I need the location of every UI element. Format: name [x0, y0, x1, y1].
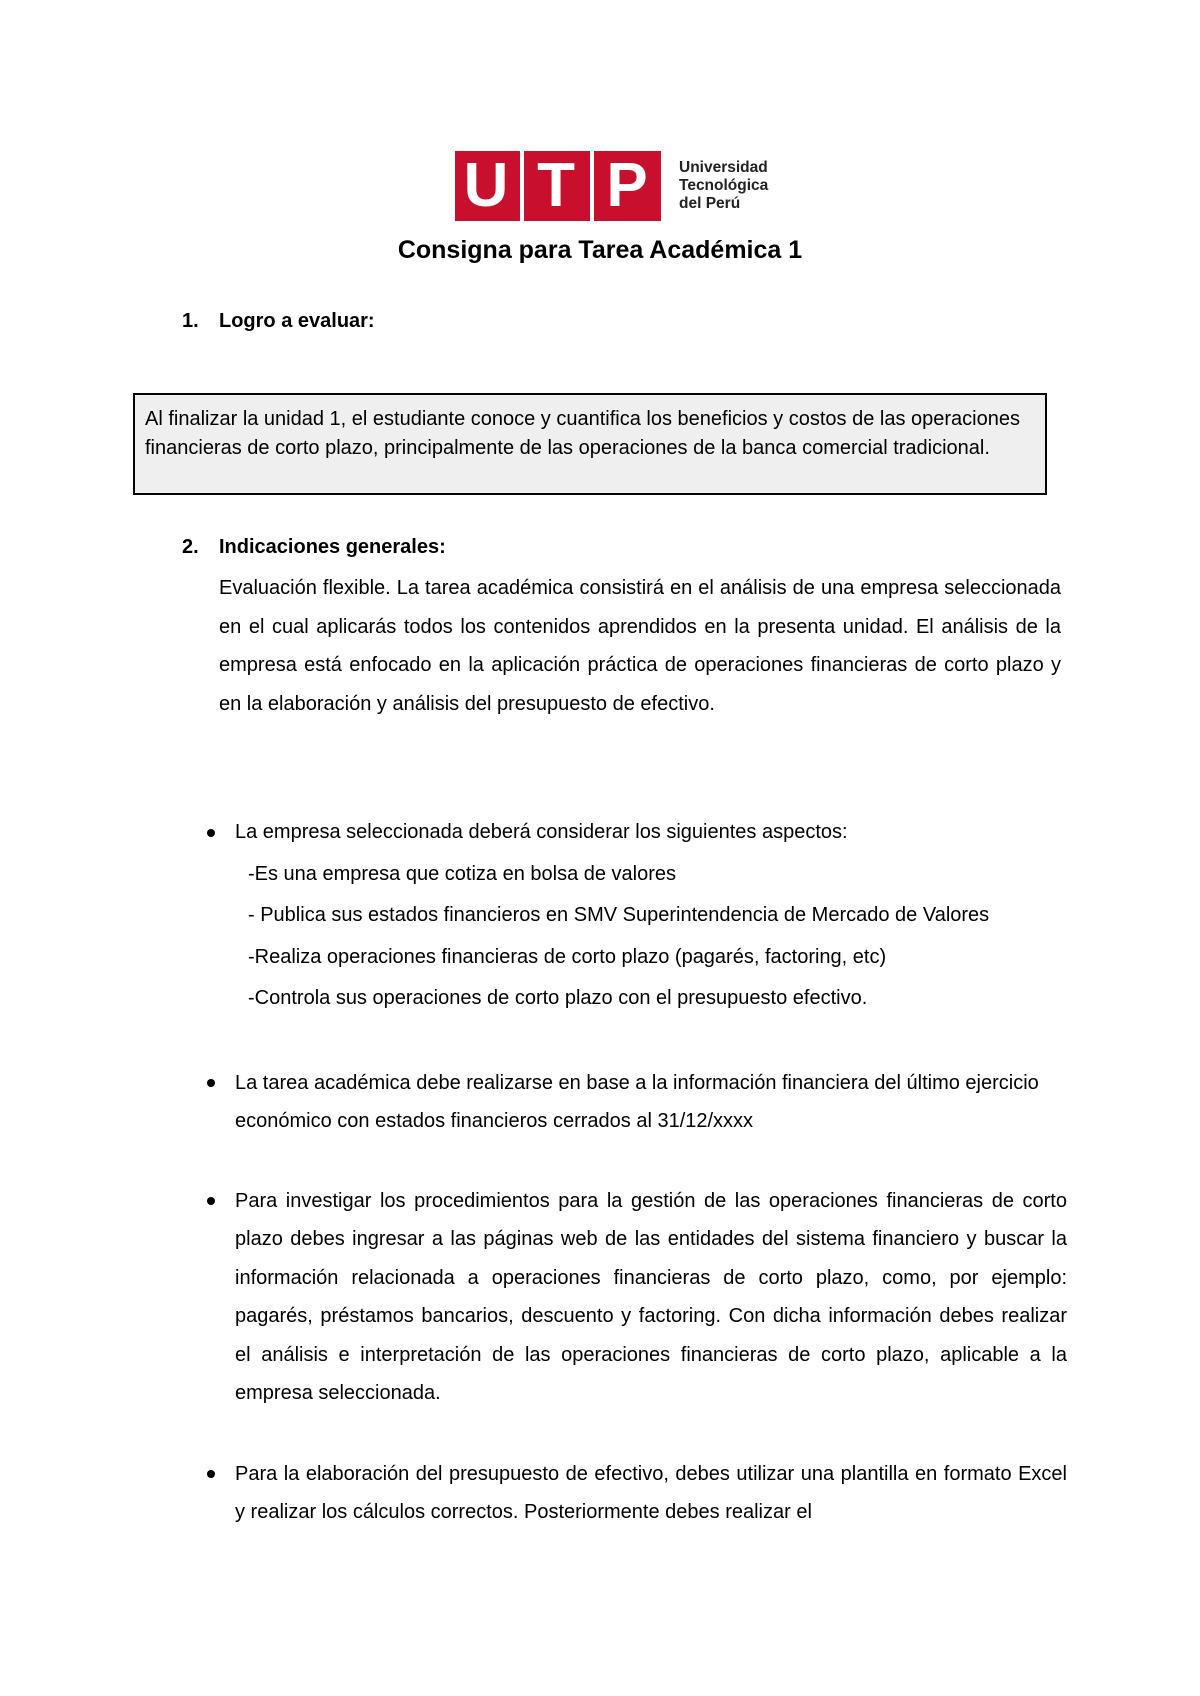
logo-university-name — [679, 159, 768, 213]
bullet-item — [207, 1064, 1067, 1140]
bullet-text: Para investigar los procedimientos para la gestión de las operaciones financieras de corto plazo debes ingresar a las páginas web de las entidades del sistema financiero y buscar la información relacionada a operaciones financieras de corto plazo, como, por ejemplo: pagarés, préstamos bancarios, descuento y factoring. Con dicha información debes realizar el análisis e interpretación de las operaciones financieras de corto plazo, aplicable a la empresa seleccionada. — [235, 1190, 1067, 1405]
logo-name-line: Universidad — [679, 159, 768, 176]
section-2-intro: Evaluación flexible. La tarea académica consistirá en el análisis de una empresa seleccionada en el cual aplicarás todos los contenidos aprendidos en la presenta unidad. El análisis de la empresa está enfocado en la aplicación práctica de operaciones financieras de corto plazo y en la elaboración y análisis del presupuesto de efectivo. — [219, 577, 1061, 715]
document-title: Consigna para Tarea Académica 1 — [397, 236, 803, 264]
section-1-heading — [182, 308, 375, 334]
logo-letter-u: U — [463, 151, 509, 220]
logo-red-block — [455, 151, 661, 221]
bullet-sub-line: -Controla sus operaciones de corto plazo con el presupuesto efectivo. — [248, 987, 868, 1009]
learning-outcome-text: Al finalizar la unidad 1, el estudiante conoce y cuantifica los beneficios y costos de las operaciones financieras de corto plazo, principalmente de las operaciones de la banca comercial tradicional. — [145, 408, 1020, 459]
bullet-icon — [207, 829, 215, 837]
logo-letter-p: P — [606, 151, 648, 220]
bullet-icon — [207, 1197, 215, 1205]
section-number: 1. — [182, 310, 199, 332]
bullet-icon — [207, 1079, 215, 1087]
bullet-sub-line: -Realiza operaciones financieras de corto plazo (pagarés, factoring, etc) — [248, 945, 887, 968]
section-heading-text: Indicaciones generales: — [219, 536, 446, 558]
bullet-item — [207, 1455, 1067, 1531]
section-2-heading — [182, 534, 446, 560]
logo-divider — [590, 151, 594, 221]
bullet-icon — [207, 1470, 215, 1478]
logo-divider — [520, 151, 524, 221]
bullet-text: Para la elaboración del presupuesto de efectivo, debes utilizar una plantilla en formato Excel y realizar los cálculos correctos. Posteriormente debes realizar el — [235, 1463, 1067, 1523]
bullet-text: La empresa seleccionada deberá considerar los siguientes aspectos: — [235, 821, 848, 843]
bullet-sub-line: - Publica sus estados financieros en SMV Superintendencia de Mercado de Valores — [248, 904, 990, 926]
learning-outcome-box — [133, 393, 1047, 495]
section-heading-text: Logro a evaluar: — [219, 310, 375, 332]
bullet-text: La tarea académica debe realizarse en base a la información financiera del último ejercicio económico con estados financieros cerrados al 31/12/xxxx — [235, 1072, 1039, 1132]
section-number: 2. — [182, 536, 199, 558]
bullet-item — [207, 812, 1067, 1020]
utp-logo — [455, 151, 768, 221]
bullet-sub-line: -Es una empresa que cotiza en bolsa de valores — [248, 862, 677, 885]
logo-name-line: del Perú — [679, 195, 741, 212]
logo-name-line: Tecnológica — [679, 177, 769, 194]
logo-letter-t: T — [537, 151, 575, 220]
bullet-item — [207, 1182, 1067, 1412]
